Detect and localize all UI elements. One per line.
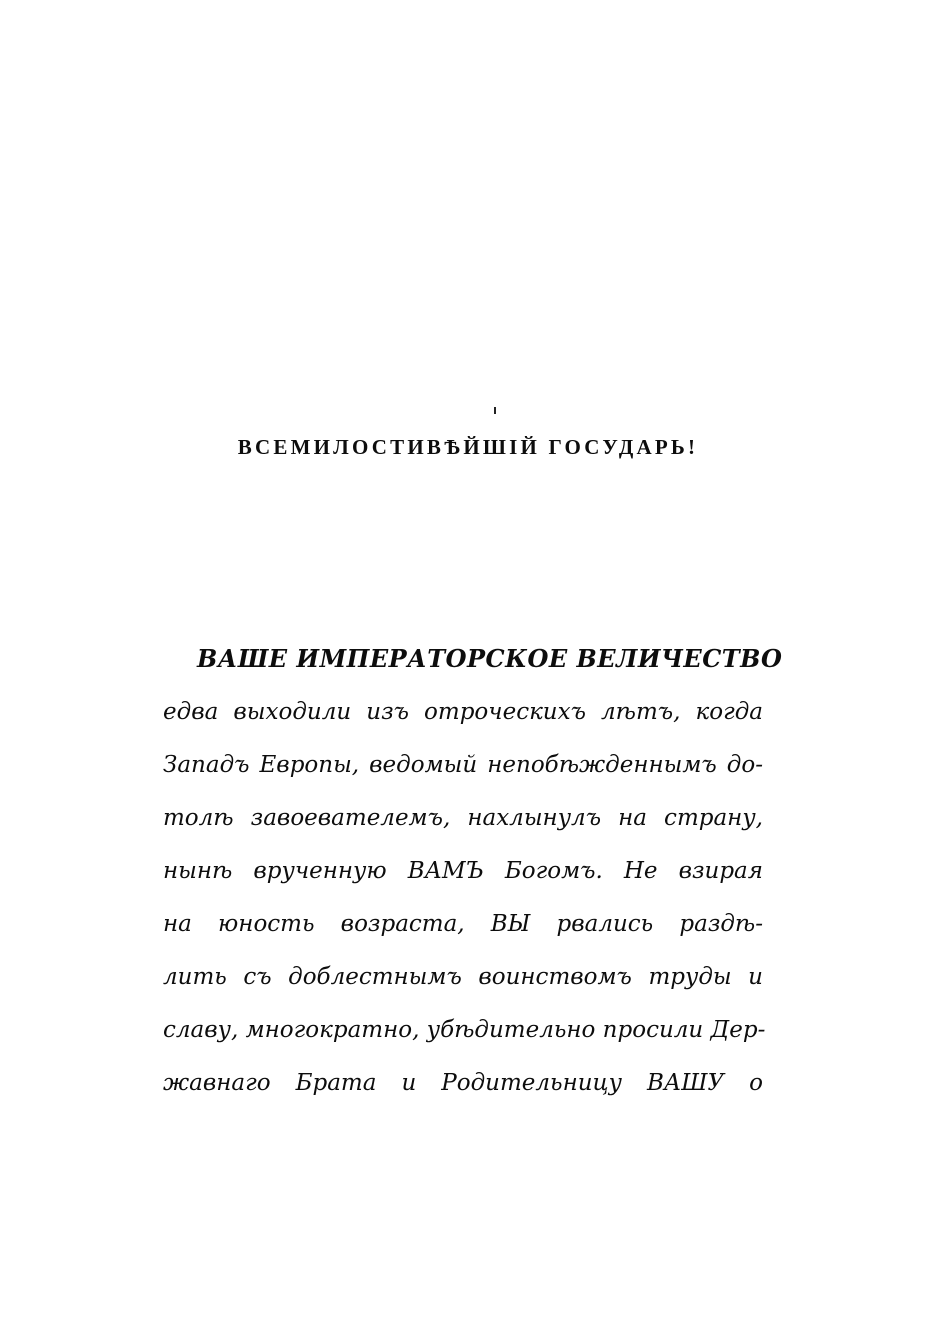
text-line: на юность возраста, ВЫ рвались раздѣ-: [163, 911, 763, 937]
text-line: Западъ Европы, ведомый непобѣжденнымъ до-: [163, 752, 763, 778]
text-line: едва выходили изъ отроческихъ лѣтъ, когда: [163, 699, 763, 725]
dedication-text: [163, 636, 783, 1113]
page-heading: ВСЕМИЛОСТИВѢЙШІЙ ГОСУДАРЬ!: [237, 435, 699, 459]
text-line: жавнаго Брата и Родительницу ВАШУ о: [163, 1070, 763, 1096]
text-line: толѣ завоевателемъ, нахлынулъ на страну,: [163, 805, 763, 831]
text-line: ВАШЕ ИМПЕРАТОРСКОЕ ВЕЛИЧЕСТВО: [197, 644, 783, 673]
text-line: лить съ доблестнымъ воинствомъ труды и: [163, 964, 763, 990]
print-speck: [494, 407, 496, 414]
text-line: нынѣ врученную ВАМЪ Богомъ. Не взирая: [163, 858, 763, 884]
text-line: славу, многократно, убѣдительно просили Дер-: [163, 1017, 766, 1043]
